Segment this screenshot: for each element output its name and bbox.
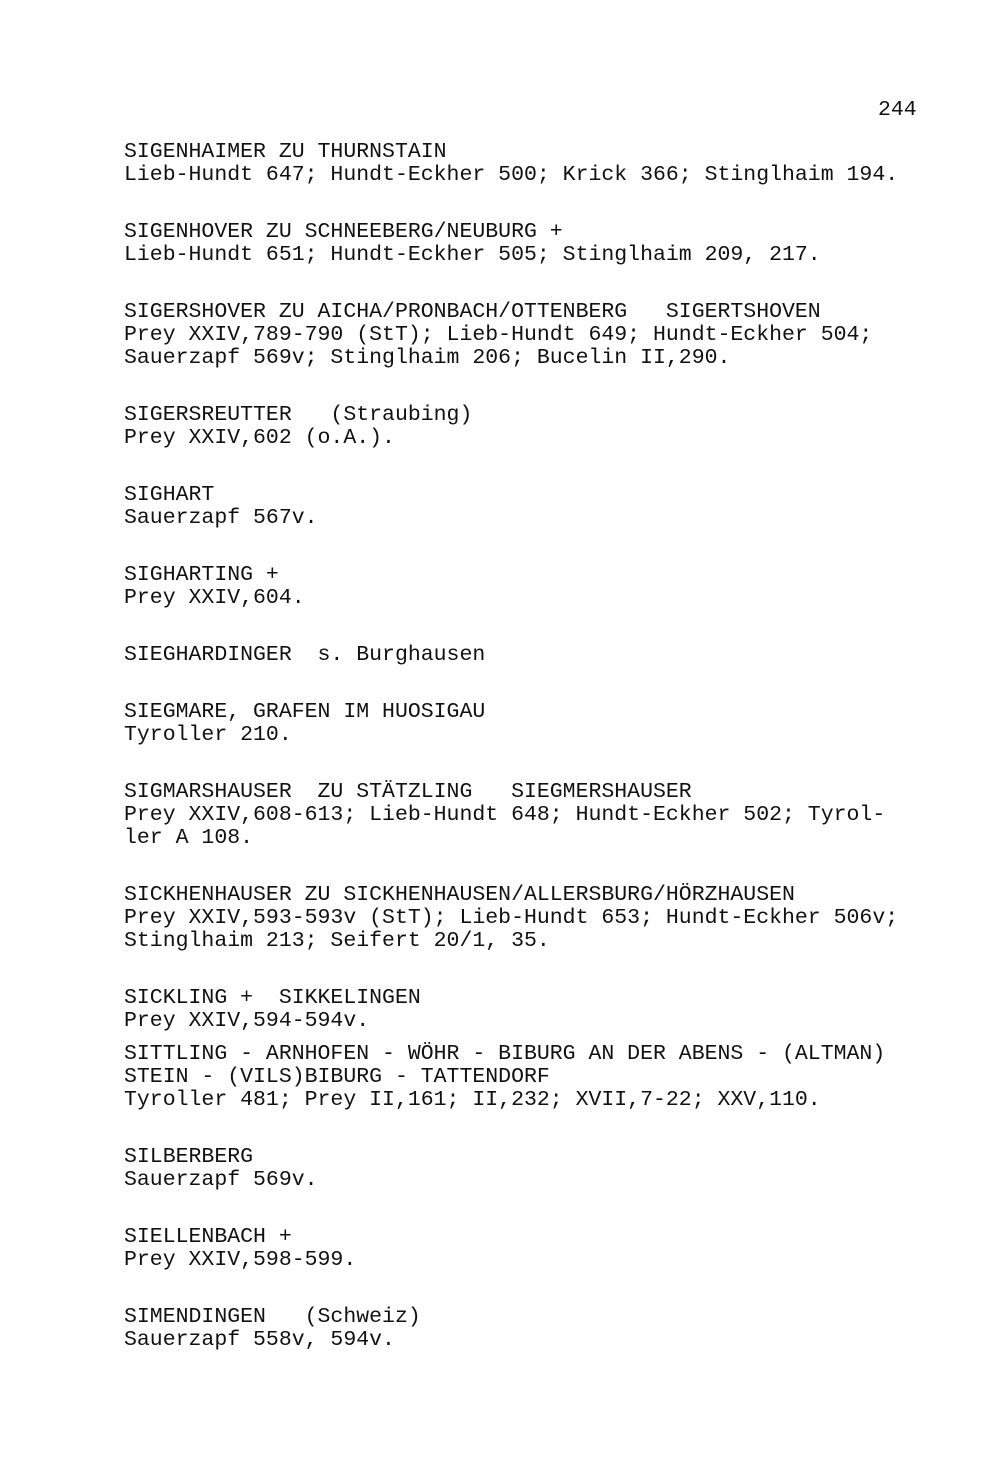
entry-reference-line: Prey XXIV,598-599. <box>124 1248 357 1272</box>
entry-reference-line: Prey XXIV,593-593v (StT); Lieb-Hundt 653; Hundt-Eckher 506v; <box>124 906 899 930</box>
entry-heading: SIGHART <box>124 483 215 507</box>
entry-heading: SIGHARTING + <box>124 563 279 587</box>
entry-reference-line: STEIN - (VILS)BIBURG - TATTENDORF <box>124 1065 550 1089</box>
register-entry <box>124 564 974 610</box>
register-entry <box>124 701 974 747</box>
register-entry <box>124 221 974 267</box>
register-entry <box>124 781 974 850</box>
entry-reference-line: Prey XXIV,789-790 (StT); Lieb-Hundt 649; Hundt-Eckher 504; <box>124 323 873 347</box>
entry-heading: SITTLING - ARNHOFEN - WÖHR - BIBURG AN DER ABENS - (ALTMAN) <box>124 1042 886 1066</box>
entry-reference-line: Tyroller 481; Prey II,161; II,232; XVII,7-22; XXV,110. <box>124 1088 821 1112</box>
entry-reference-line: Lieb-Hundt 647; Hundt-Eckher 500; Krick 366; Stinglhaim 194. <box>124 163 899 187</box>
entry-heading: SIGENHAIMER ZU THURNSTAIN <box>124 140 447 164</box>
entry-reference-line: Lieb-Hundt 651; Hundt-Eckher 505; Stinglhaim 209, 217. <box>124 243 821 267</box>
entry-heading: SIEGHARDINGER s. Burghausen <box>124 643 486 667</box>
entry-heading: SILBERBERG <box>124 1145 254 1169</box>
register-entry <box>124 301 974 370</box>
register-entry <box>124 484 974 530</box>
register-entry <box>124 1306 974 1352</box>
entry-heading: SICKLING + SIKKELINGEN <box>124 986 421 1010</box>
register-entry <box>124 644 974 667</box>
entry-reference-line: Sauerzapf 569v. <box>124 1168 318 1192</box>
entry-reference-line: Prey XXIV,594-594v. <box>124 1009 370 1033</box>
entry-heading: SIELLENBACH + <box>124 1225 292 1249</box>
entry-reference-line: Prey XXIV,608-613; Lieb-Hundt 648; Hundt-Eckher 502; Tyrol- <box>124 803 886 827</box>
entry-reference-line: Sauerzapf 567v. <box>124 506 318 530</box>
register-entry <box>124 141 974 187</box>
entry-reference-line: Prey XXIV,604. <box>124 586 305 610</box>
entry-reference-line: Sauerzapf 558v, 594v. <box>124 1328 395 1352</box>
entry-heading: SIMENDINGEN (Schweiz) <box>124 1305 421 1329</box>
entry-heading: SIGENHOVER ZU SCHNEEBERG/NEUBURG + <box>124 220 563 244</box>
entry-heading: SIGERSREUTTER (Straubing) <box>124 403 473 427</box>
entry-reference-line: Prey XXIV,602 (o.A.). <box>124 426 395 450</box>
entry-heading: SIEGMARE, GRAFEN IM HUOSIGAU <box>124 700 486 724</box>
entry-reference-line: Stinglhaim 213; Seifert 20/1, 35. <box>124 929 550 953</box>
register-entry <box>124 1226 974 1272</box>
register-entry <box>124 884 974 953</box>
entry-heading: SIGERSHOVER ZU AICHA/PRONBACH/OTTENBERG SIGERTSHOVEN <box>124 300 821 324</box>
entry-reference-line: Tyroller 210. <box>124 723 292 747</box>
register-entry <box>124 987 974 1033</box>
entry-heading: SICKHENHAUSER ZU SICKHENHAUSEN/ALLERSBURG/HÖRZHAUSEN <box>124 883 795 907</box>
entry-heading: SIGMARSHAUSER ZU STÄTZLING SIEGMERSHAUSER <box>124 780 692 804</box>
register-entry <box>124 404 974 450</box>
entry-reference-line: ler A 108. <box>124 826 254 850</box>
entry-reference-line: Sauerzapf 569v; Stinglhaim 206; Bucelin II,290. <box>124 346 731 370</box>
register-entry <box>124 1146 974 1192</box>
page-number: 244 <box>878 98 917 122</box>
register-entry <box>124 1043 974 1112</box>
register-entries <box>124 141 974 1386</box>
